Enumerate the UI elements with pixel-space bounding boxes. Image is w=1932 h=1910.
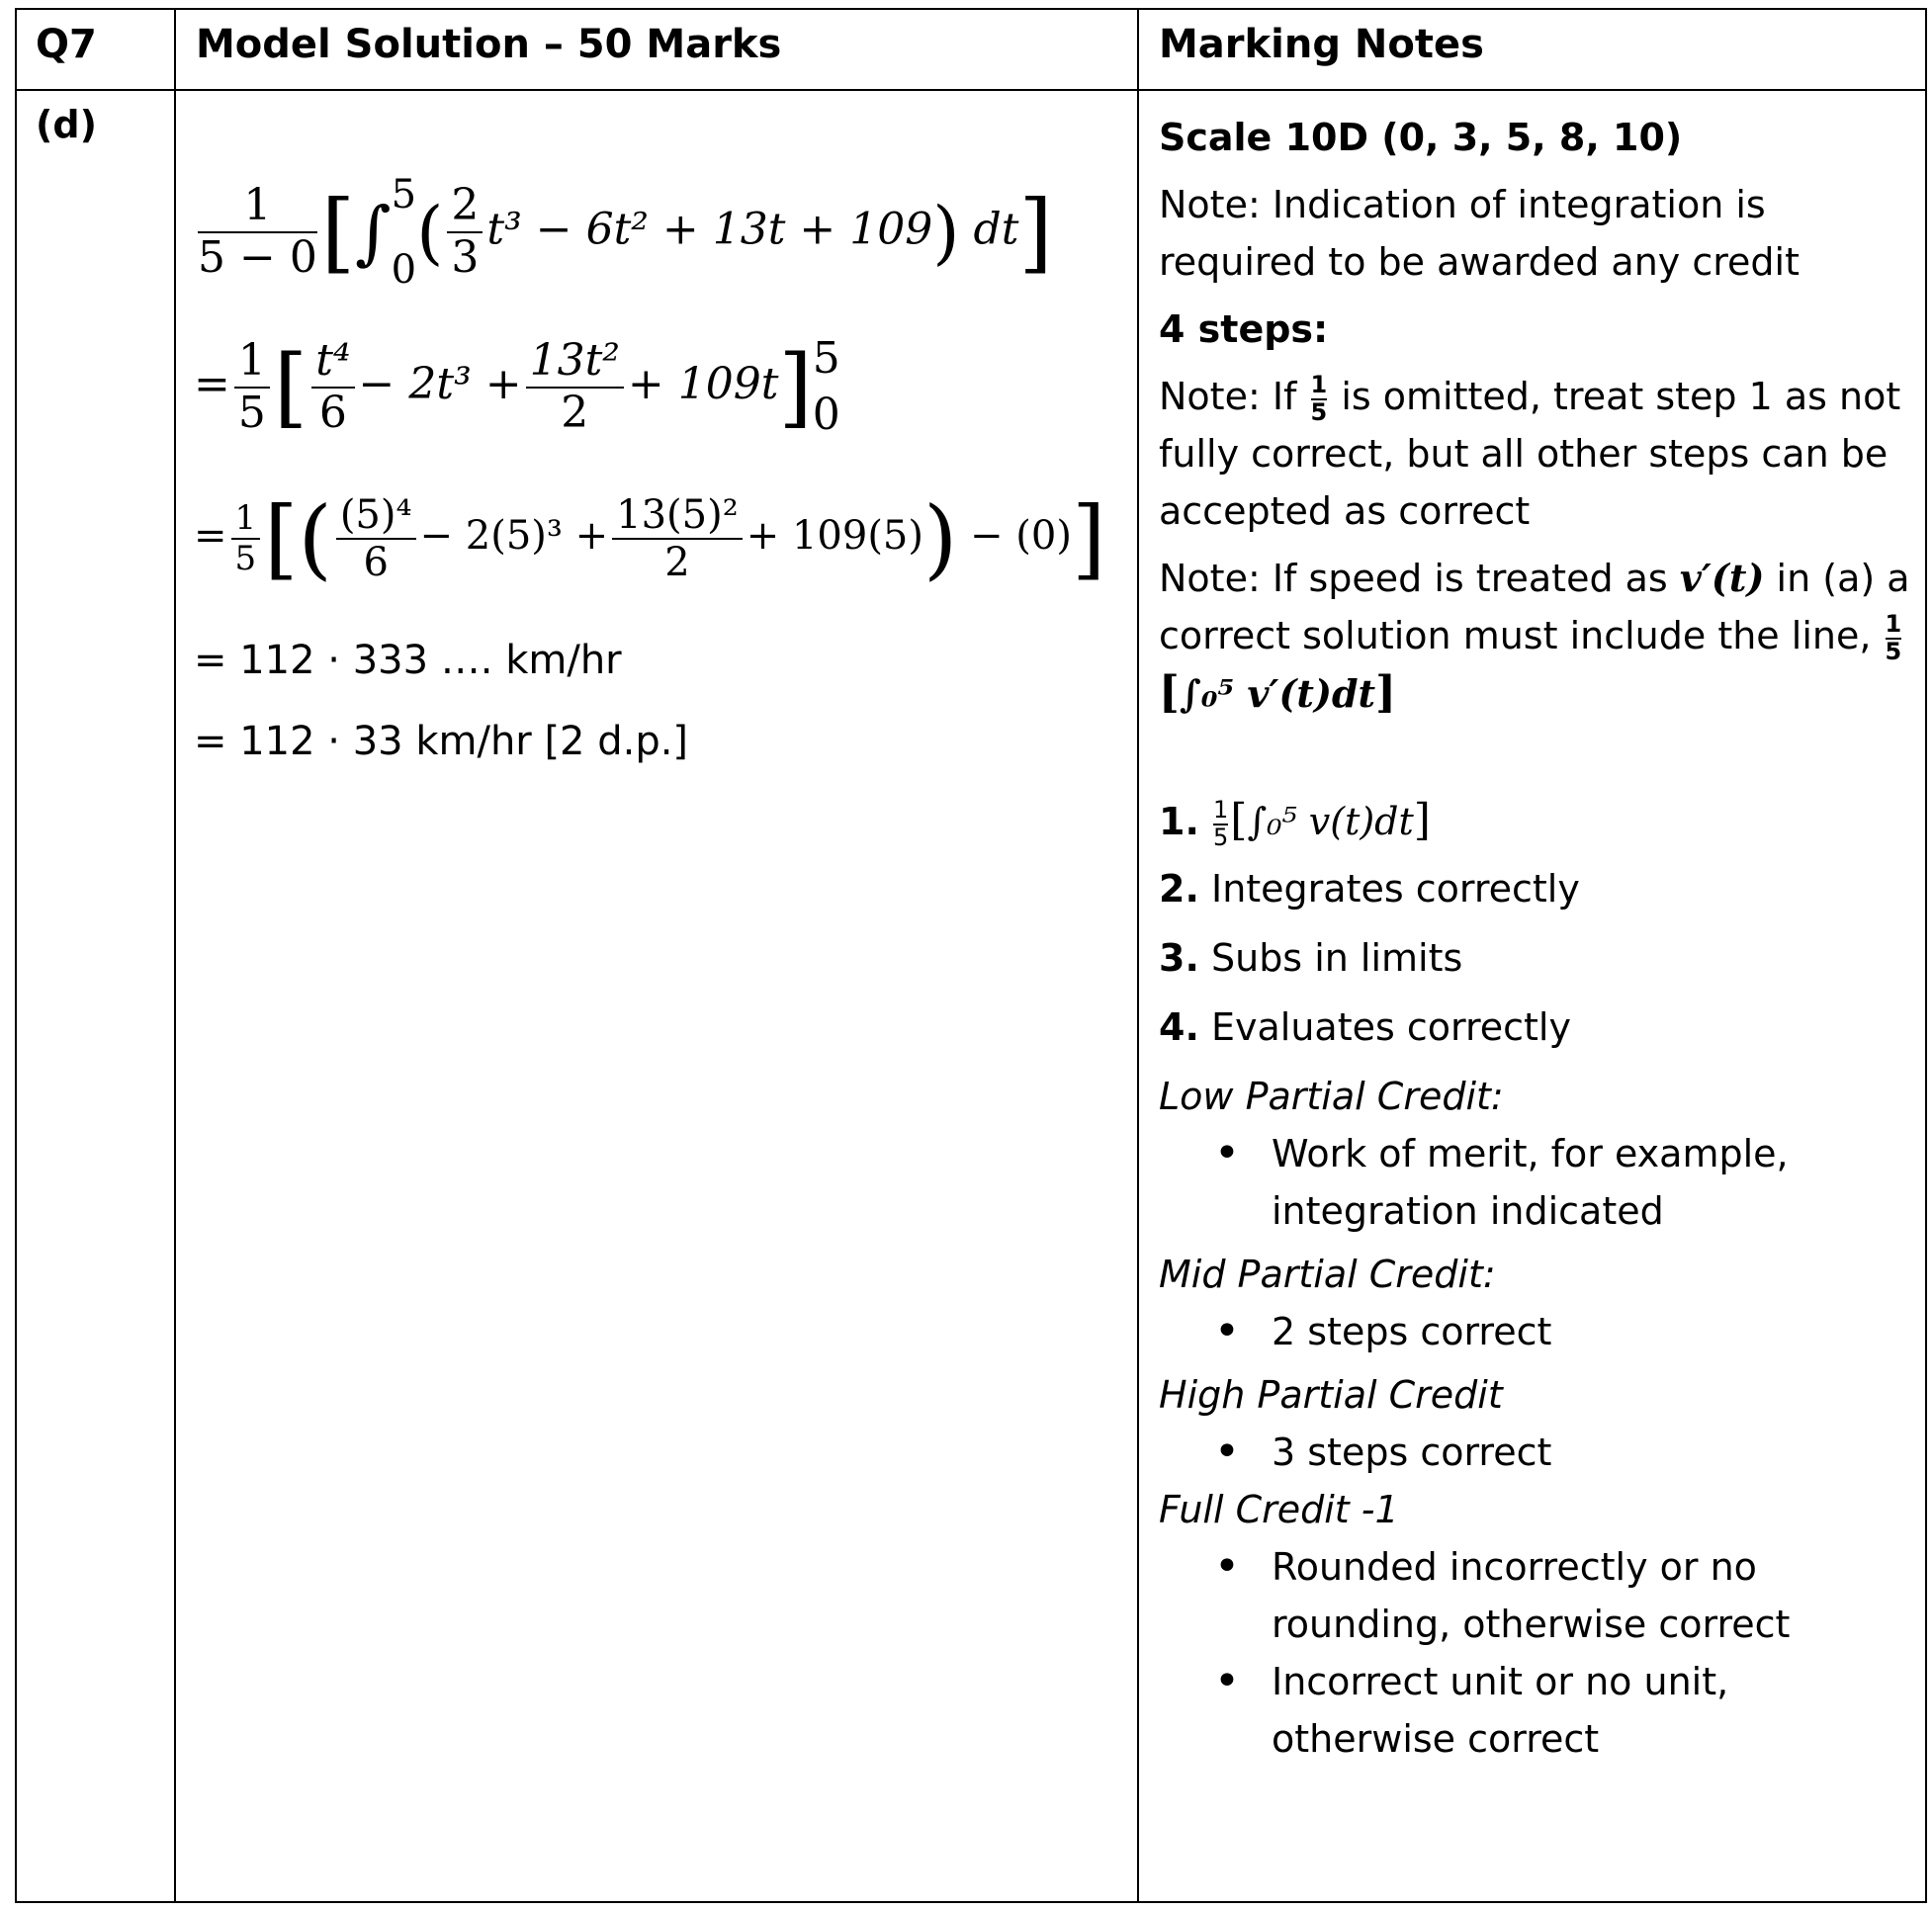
scale-title: Scale 10D (0, 3, 5, 8, 10) [1159,116,1683,159]
high-partial-title: High Partial Credit [1159,1373,1503,1417]
step-2: 2. Integrates correctly [1159,867,1580,911]
column-divider-2 [1137,8,1139,1903]
steps-title: 4 steps: [1159,307,1329,351]
note-speed: Note: If speed is treated as v′(t) in (a) a correct solution must include the line, $\frac{1}{5}$ [∫₀⁵ v′(t)dt] [1159,556,1910,718]
step-4: 4. Evaluates correctly [1159,1005,1571,1049]
high-partial-item: • 3 steps correct [1159,1424,1910,1481]
header-question: Q7 [36,22,97,67]
note-omitted: Note: If $\frac{1}{5}$ is omitted, treat step 1 as not fully correct, but all other steps can be accepted as correct [1159,371,1901,533]
mid-partial-item: • 2 steps correct [1159,1303,1910,1360]
header-marking-notes: Marking Notes [1159,22,1484,67]
solution-line-1: $\frac{1}{5 - 0}$ [∫ 5 0 ( $\frac{2}{3}$ t³ − 6t² + 13t + 109) dt] [198,172,1053,293]
note-integration: Note: Indication of integration is required to be awarded any credit [1159,183,1800,284]
solution-line-3: = $\frac{1}{5}$ [( $\frac{\text{(5)⁴}}{6}$ − 2(5)³ + $\frac{\text{13(5)²}}{2}$ + 109(5)) − (0)] [194,487,1106,589]
header-divider [15,89,1927,91]
column-divider-1 [174,8,176,1903]
row-label: (d) [36,103,97,146]
full-credit-item-rounding: • Rounded incorrectly or no rounding, otherwise correct [1159,1538,1910,1653]
low-partial-title: Low Partial Credit: [1159,1075,1504,1118]
full-credit-title: Full Credit -1 [1159,1488,1399,1531]
solution-line-5: = 112 · 33 km/hr [2 d.p.] [194,719,689,764]
step-1: 1. $\frac{1}{5}$ [∫₀⁵ v(t)dt] [1159,795,1431,851]
header-model-solution: Model Solution – 50 Marks [196,22,782,67]
marking-notes [1159,109,1910,1768]
mid-partial-title: Mid Partial Credit: [1159,1253,1496,1296]
step-3: 3. Subs in limits [1159,936,1463,980]
low-partial-item: • Work of merit, for example, integration indicated [1159,1125,1910,1240]
full-credit-item-unit: • Incorrect unit or no unit, otherwise correct [1159,1653,1910,1768]
solution-line-2: = $\frac{1}{5}$ [ $\frac{\text{t⁴}}{6}$ − 2t³ + $\frac{\text{13t²}}{2}$ + 109t] 5 0 [194,333,840,440]
solution-line-4: = 112 · 333 …. km/hr [194,638,622,683]
